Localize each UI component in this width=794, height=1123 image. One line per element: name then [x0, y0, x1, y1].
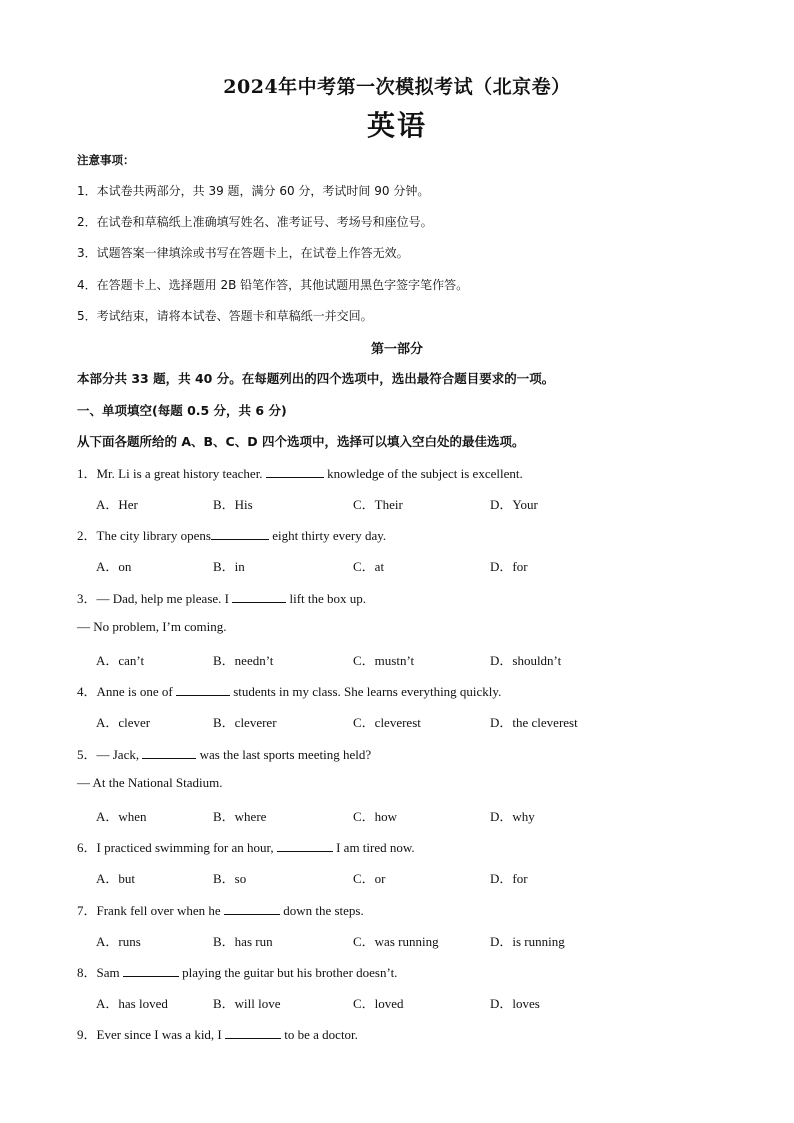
option-b: B．His: [213, 497, 253, 512]
notice-item: 5．考试结束，请将本试卷、答题卡和草稿纸一并交回。: [77, 309, 373, 323]
option-d: D．the cleverest: [490, 715, 578, 730]
option-a: A．clever: [96, 715, 151, 730]
question-4: 4．Anne is one of students in my class. She learns everything quickly.: [77, 684, 502, 699]
part-intro: 本部分共 33 题，共 40 分。在每题列出的四个选项中，选出最符合题目要求的一项。: [77, 371, 555, 386]
question-2: 2．The city library opens eight thirty every day.: [77, 528, 387, 543]
part-title: 第一部分: [370, 342, 423, 357]
answer-blank: [123, 964, 179, 977]
answer-blank: [277, 839, 333, 852]
notice-item: 2．在试卷和草稿纸上准确填写姓名、准考证号、考场号和座位号。: [77, 215, 433, 229]
answer-blank: [176, 683, 230, 696]
option-b: B．has run: [213, 934, 273, 949]
option-d: D．Your: [490, 497, 538, 512]
option-c: C．mustn’t: [353, 653, 415, 668]
notice-item: 1．本试卷共两部分，共 39 题，满分 60 分，考试时间 90 分钟。: [77, 184, 430, 198]
option-d: D．for: [490, 871, 528, 886]
subject-title: 英语: [366, 109, 427, 142]
notice-item: 3．试题答案一律填涂或书写在答题卡上，在试卷上作答无效。: [77, 246, 409, 260]
option-d: D．shouldn’t: [490, 653, 562, 668]
option-c: C．at: [353, 559, 385, 574]
notice-heading: 注意事项：: [77, 153, 135, 167]
option-a: A．Her: [96, 497, 138, 512]
option-a: A．has loved: [96, 996, 168, 1011]
option-b: B．in: [213, 559, 245, 574]
exam-title: 2024年中考第一次模拟考试（北京卷）: [223, 76, 571, 98]
question-3: 3．— Dad, help me please. I lift the box up.: [77, 591, 367, 606]
question-9: 9．Ever since I was a kid, I to be a doctor.: [77, 1027, 358, 1042]
question-1: 1．Mr. Li is a great history teacher. knowledge of the subject is excellent.: [77, 466, 523, 481]
question-5: 5．— Jack, was the last sports meeting held?: [77, 747, 372, 762]
question-6: 6．I practiced swimming for an hour, I am tired now.: [77, 840, 415, 855]
answer-blank: [224, 902, 280, 915]
dialogue-reply: — No problem, I’m coming.: [77, 619, 227, 634]
option-b: B．so: [213, 871, 247, 886]
option-b: B．will love: [213, 996, 281, 1011]
answer-blank: [225, 1026, 281, 1039]
option-b: B．where: [213, 809, 267, 824]
question-8: 8．Sam playing the guitar but his brother doesn’t.: [77, 965, 398, 980]
option-d: D．is running: [490, 934, 565, 949]
option-a: A．but: [96, 871, 136, 886]
option-a: A．on: [96, 559, 132, 574]
dialogue-reply: — At the National Stadium.: [77, 775, 223, 790]
option-d: D．loves: [490, 996, 540, 1011]
option-c: C．how: [353, 809, 398, 824]
option-b: B．cleverer: [213, 715, 277, 730]
answer-blank: [142, 746, 196, 759]
option-d: D．why: [490, 809, 535, 824]
option-c: C．Their: [353, 497, 403, 512]
option-c: C．loved: [353, 996, 404, 1011]
option-d: D．for: [490, 559, 528, 574]
question-7: 7．Frank fell over when he down the steps.: [77, 903, 364, 918]
section-instruction: 从下面各题所给的 A、B、C、D 四个选项中，选择可以填入空白处的最佳选项。: [77, 434, 525, 449]
answer-blank: [232, 590, 286, 603]
answer-blank: [211, 527, 269, 540]
option-a: A．runs: [96, 934, 141, 949]
option-c: C．or: [353, 871, 386, 886]
section-title: 一、单项填空(每题 0.5 分，共 6 分): [77, 403, 287, 418]
notice-item: 4．在答题卡上、选择题用 2B 铅笔作答，其他试题用黑色字签字笔作答。: [77, 278, 469, 292]
option-c: C．cleverest: [353, 715, 421, 730]
option-a: A．when: [96, 809, 147, 824]
option-a: A．can’t: [96, 653, 145, 668]
answer-blank: [266, 465, 324, 478]
option-b: B．needn’t: [213, 653, 274, 668]
option-c: C．was running: [353, 934, 439, 949]
